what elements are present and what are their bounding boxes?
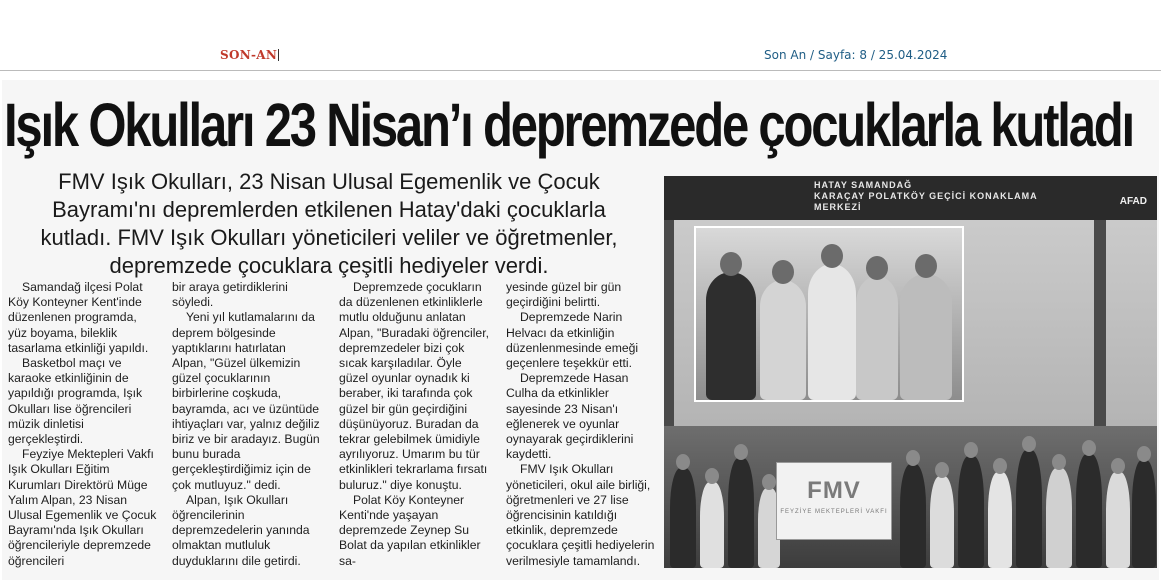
person-figure (1046, 468, 1072, 568)
brand-logo: SON-AN (220, 48, 278, 62)
article-lede (14, 168, 644, 280)
article-headline: Işık Okulları 23 Nisan’ı depremzede çocuklarla kutladı (4, 91, 1133, 160)
person-figure (670, 468, 696, 568)
entrance-sign (664, 176, 1157, 220)
paragraph: Basketbol maçı ve karaoke etkinliğinin de yapıldığı programda, Işık Okulları lise öğrencileri müzik dinletisi gerçekleştirdi. (8, 356, 143, 447)
article-column-4 (506, 280, 656, 576)
lede-line: Bayramı'nı depremlerden etkilenen Hatay'daki çocuklarla (52, 197, 606, 222)
banner-logo: FMV (807, 477, 861, 504)
paragraph: Depremzede Narin Helvacı da etkinliğin düzenlenmesinde emeği geçenlere teşekkür etti. (506, 310, 639, 371)
page-header (0, 0, 1161, 72)
paragraph: Yeni yıl kutlamalarını da deprem bölgesinde yaptıklarını hatırlatan Alpan, "Güzel ülkemizin güzel çocuklarının birbirlerine coşkuda, bayramda, acı ve üzüntüde ihtiyaçları var, yalnız değiliz biriz ve bir aradayız. Bugün bunu burada gerçekleştirdiğimiz için de çok mutluyuz." dedi. (172, 310, 320, 492)
article-column-3 (339, 280, 489, 576)
person-figure (1016, 450, 1042, 568)
person-figure (700, 482, 724, 568)
lede-line: FMV Işık Okulları, 23 Nisan Ulusal Egemenlik ve Çocuk (58, 169, 600, 194)
person-figure (958, 456, 984, 568)
person-figure (900, 464, 926, 568)
person-figure (988, 472, 1012, 568)
person-figure (1132, 460, 1156, 568)
article-column-2 (172, 280, 322, 576)
fmv-banner (776, 462, 892, 540)
gate-pillar (1094, 220, 1106, 430)
person-figure (728, 458, 754, 568)
banner-subtitle: FEYZİYE MEKTEPLERİ VAKFI (780, 509, 888, 515)
crowd-group (664, 426, 1157, 568)
child-figure (856, 276, 898, 400)
paragraph: FMV Işık Okulları yöneticileri, okul aile birliği, öğretmenleri ve 27 lise öğrencisinin katıldığı etkinlik, depremzede çocuklara çeşitli hediyelerin verilmesiyle tamamlandı. (506, 462, 655, 568)
gate-pillar (664, 220, 674, 430)
inset-photo (694, 226, 964, 402)
person-figure (930, 476, 954, 568)
sign-line: HATAY SAMANDAĞ (814, 180, 913, 190)
page-info: Son An / Sayfa: 8 / 25.04.2024 (764, 48, 948, 62)
paragraph: Feyziye Mektepleri Vakfı Işık Okulları Eğitim Kurumları Direktörü Müge Yalım Alpan, 23 Nisan Ulusal Egemenlik ve Çocuk Bayramı'nda Işık Okulları öğrencileriyle depremzede öğrencileri (8, 447, 157, 568)
lede-line: kutladı. FMV Işık Okulları yöneticileri veliler ve öğretmenler, (40, 225, 618, 250)
sign-line: KARAÇAY POLATKÖY GEÇİCİ KONAKLAMA MERKEZİ (814, 191, 1038, 212)
child-figure (900, 274, 952, 400)
lede-line: depremzede çocuklara çeşitli hediyeler verdi. (109, 253, 549, 278)
child-figure (706, 272, 756, 400)
paragraph: Depremzede çocukların da düzenlenen etkinliklerle mutlu olduğunu anlatan Alpan, "Buradaki öğrenciler, depremzedeler bizi çok sıcak karşıladılar. Öyle güzel oyunlar oynadık ki beraber, iki tarafında çok güzel bir gün geçirdiğini düşünüyoruz. Buradan da tekrar gelebilmek ümidiyle ayrılıyoruz. Umarım bu tür etkinlikleri tekrarlama fırsatı buluruz." diye konuştu. (339, 280, 489, 492)
person-figure (1076, 454, 1102, 568)
paragraph: Depremzede Hasan Culha da etkinlikler sayesinde 23 Nisan'ı eğlenerek ve oyunlar oynayarak geçirdiklerini kaydetti. (506, 371, 634, 462)
paragraph: bir araya getirdiklerini söyledi. (172, 280, 288, 310)
person-figure (1106, 472, 1130, 568)
child-figure (760, 280, 806, 400)
afad-logo: AFAD (1119, 196, 1147, 207)
paragraph: Alpan, Işık Okulları öğrencilerinin depremzedelerin yanında olmaktan mutluluk duyduklarını dile getirdi. (172, 492, 310, 568)
child-figure (808, 264, 856, 400)
paragraph: Samandağ ilçesi Polat Köy Konteyner Kent'inde düzenlenen programda, yüz boyama, bileklik tasarlama etkinliği yapıldı. (8, 280, 149, 355)
article-photo (664, 176, 1157, 568)
article-column-1 (8, 280, 158, 576)
header-divider (0, 70, 1161, 71)
paragraph: Polat Köy Konteyner Kenti'nde yaşayan depremzede Zeynep Su Bolat da yapılan etkinlikler sa- (339, 492, 481, 568)
paragraph: yesinde güzel bir gün geçirdiğini belirtti. (506, 280, 622, 310)
